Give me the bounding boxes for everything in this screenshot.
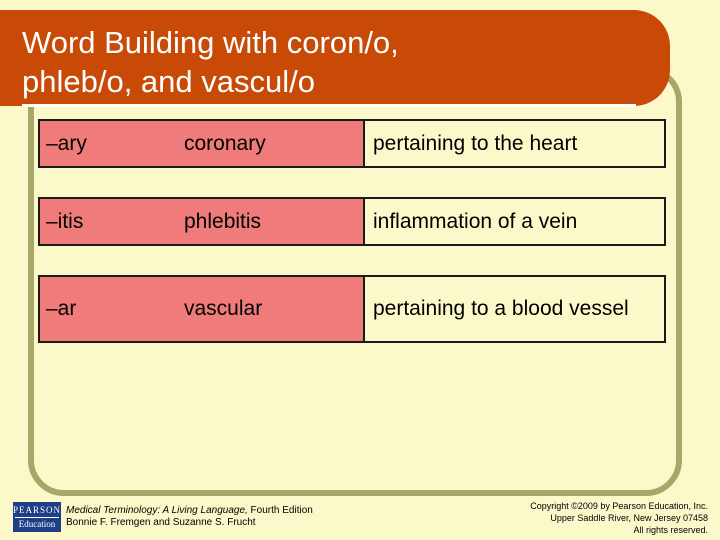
logo-top-text: PEARSON (13, 504, 62, 515)
table-row (38, 119, 666, 168)
title-line-2: phleb/o, and vascul/o (22, 64, 315, 99)
copyright-line-2: Upper Saddle River, New Jersey 07458 (550, 513, 708, 523)
pearson-logo (13, 502, 61, 532)
suffix-cell: –itis (38, 197, 184, 246)
logo-bottom-text: Education (18, 518, 56, 529)
logo-divider (15, 517, 59, 518)
word-cell: coronary (184, 119, 363, 168)
table-row (38, 197, 666, 246)
definition-cell: pertaining to a blood vessel (363, 275, 666, 343)
title-underline (22, 104, 636, 107)
suffix-cell: –ary (38, 119, 184, 168)
title-bar (0, 10, 670, 106)
copyright-line-1: Copyright ©2009 by Pearson Education, Inc. (530, 501, 708, 511)
book-title: Medical Terminology: A Living Language, (66, 505, 248, 516)
copyright-notice (448, 500, 708, 536)
slide-title (22, 23, 622, 101)
title-line-1: Word Building with coron/o, (22, 25, 399, 60)
table-row (38, 275, 666, 343)
book-authors: Bonnie F. Fremgen and Suzanne S. Frucht (66, 517, 256, 528)
copyright-line-3: All rights reserved. (633, 525, 708, 535)
book-edition: Fourth Edition (247, 505, 313, 516)
definition-cell: pertaining to the heart (363, 119, 666, 168)
word-cell: phlebitis (184, 197, 363, 246)
word-cell: vascular (184, 275, 363, 343)
definition-cell: inflammation of a vein (363, 197, 666, 246)
book-credit (66, 505, 366, 529)
suffix-cell: –ar (38, 275, 184, 343)
